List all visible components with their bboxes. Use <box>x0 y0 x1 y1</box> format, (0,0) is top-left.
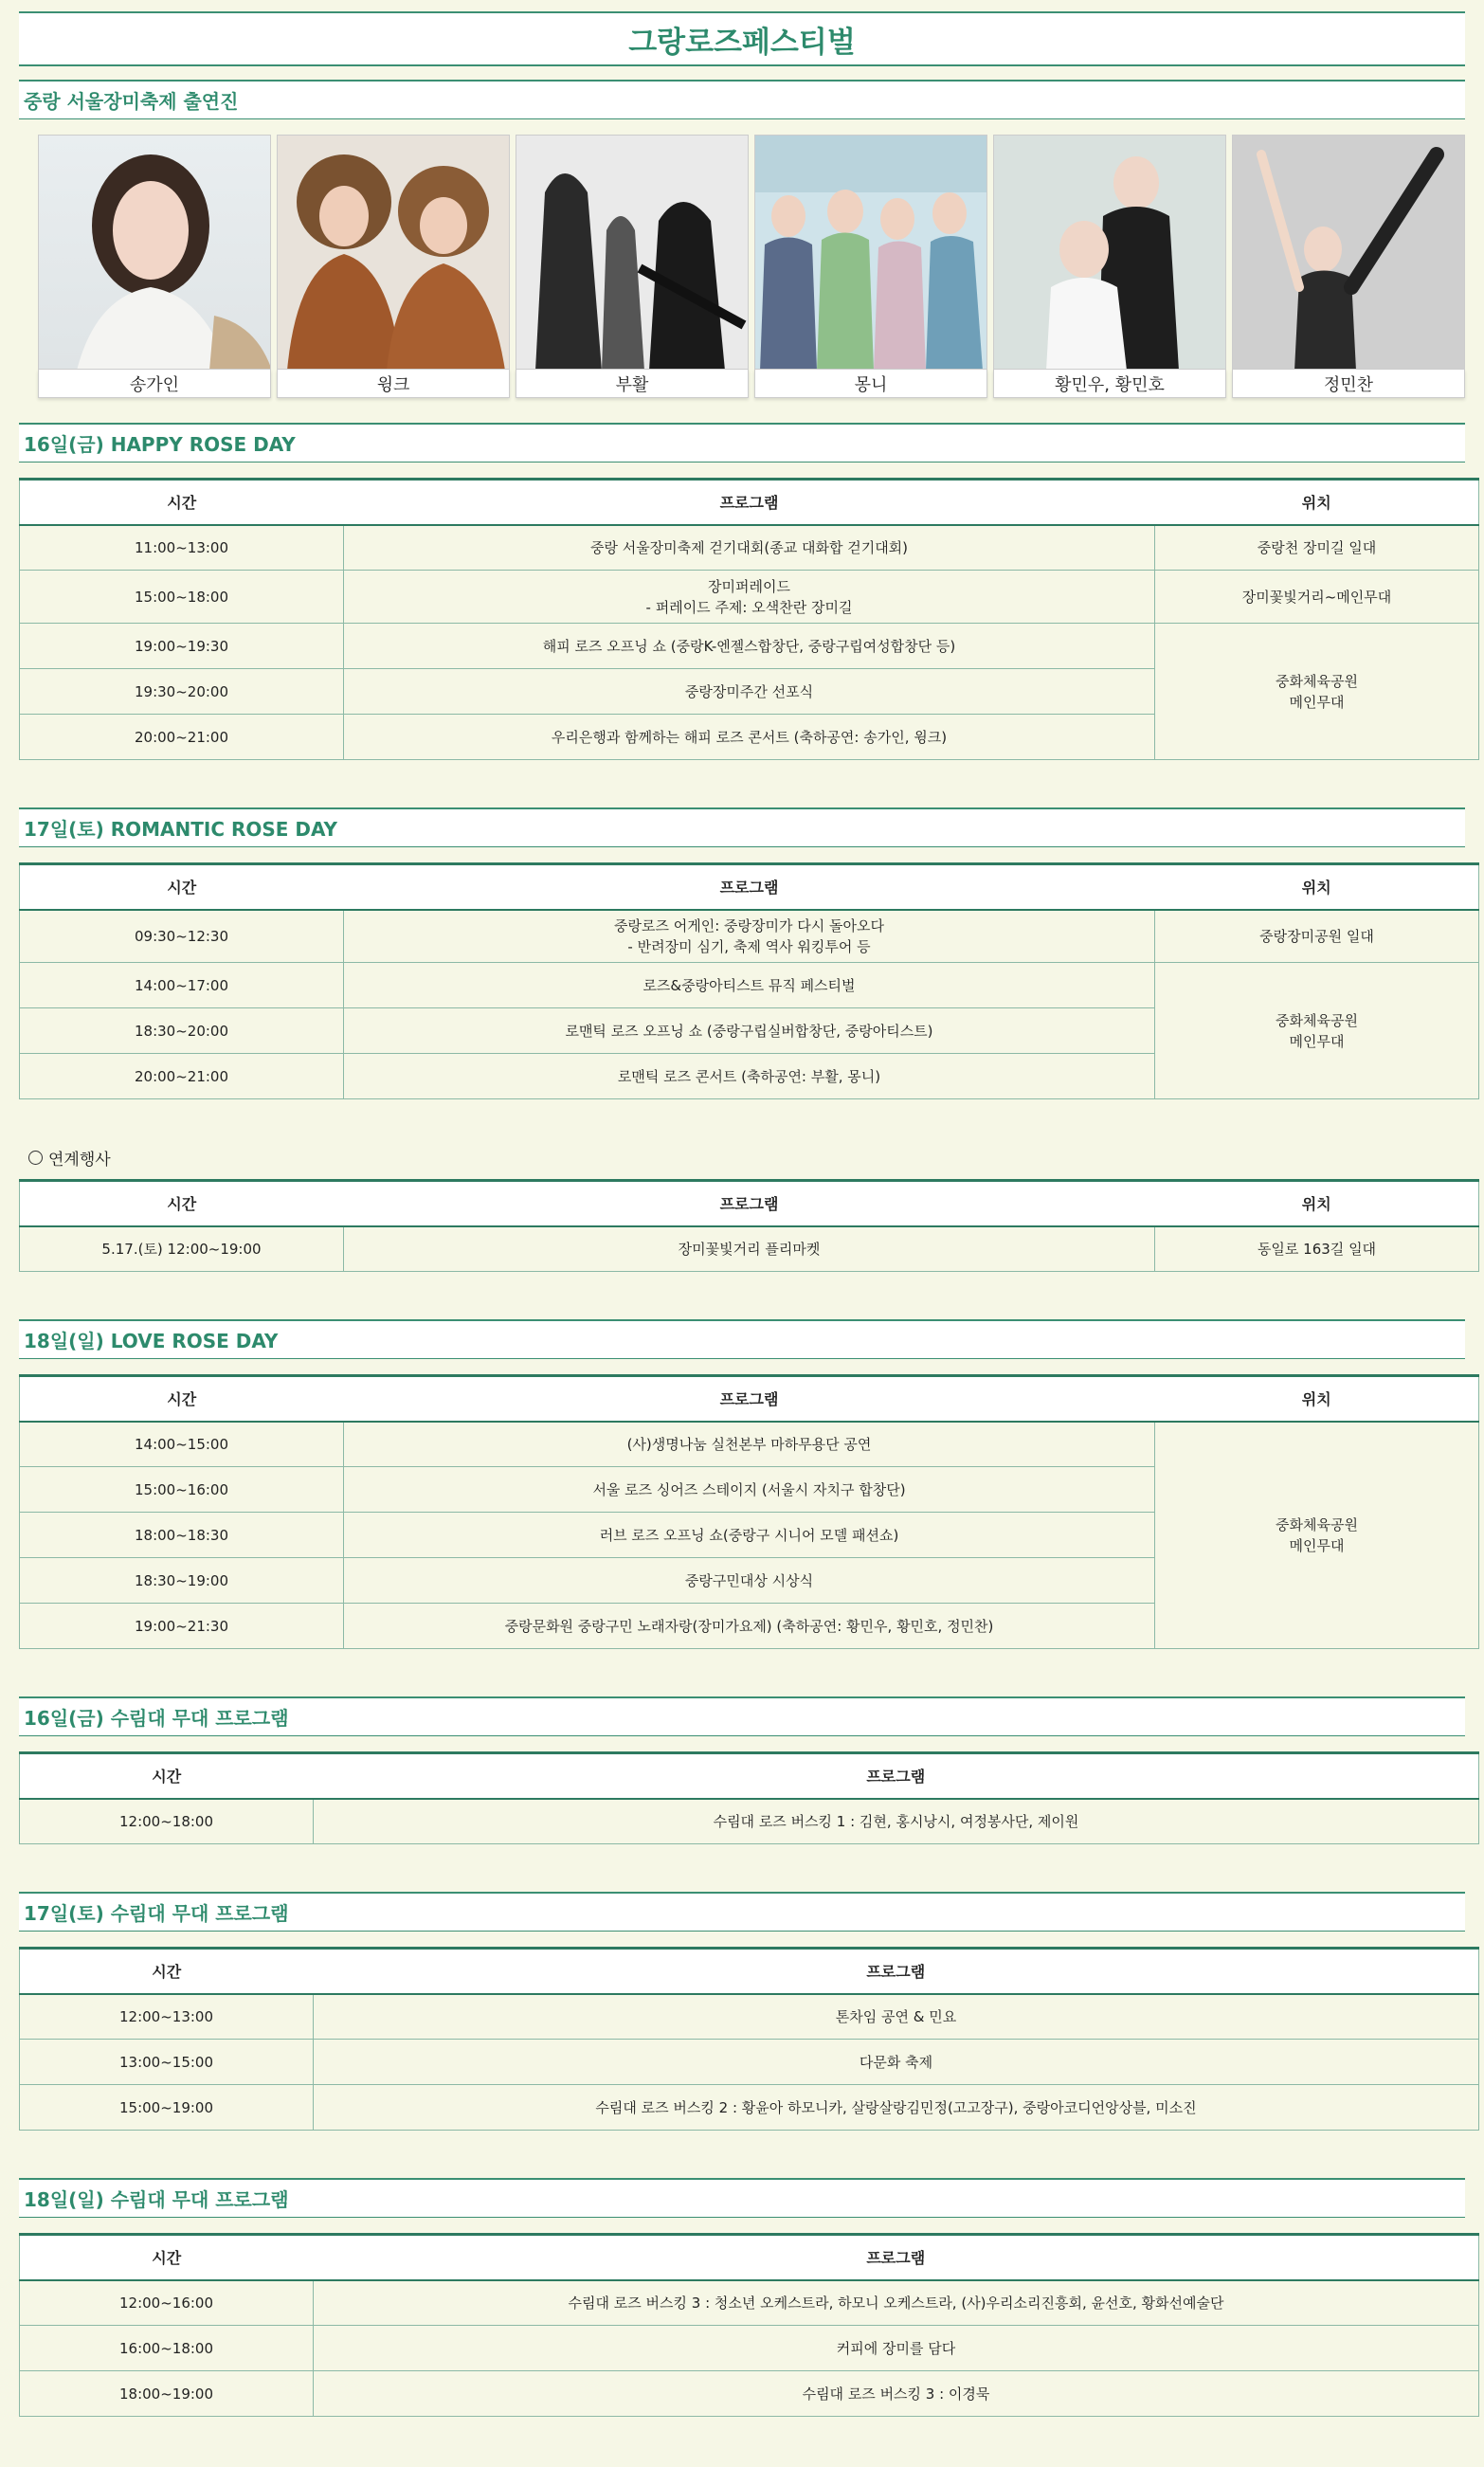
performer-photo <box>277 135 510 370</box>
linked-heading: 연계행사 <box>19 1143 1465 1171</box>
col-program: 프로그램 <box>314 1753 1479 1799</box>
col-time: 시간 <box>20 864 344 910</box>
table-row: 12:00~13:00 톤차임 공연 & 민요 <box>20 1994 1479 2040</box>
suirim17-heading: 17일(토) 수림대 무대 프로그램 <box>19 1892 1465 1932</box>
performer-photo <box>754 135 987 370</box>
circle-icon <box>28 1151 43 1165</box>
suirim16-table <box>19 1751 1479 1844</box>
performer-card <box>993 135 1226 398</box>
performer-card <box>516 135 749 398</box>
table-row: 20:00~21:00 로맨틱 로즈 콘서트 (축하공연: 부활, 몽니) <box>20 1054 1479 1099</box>
col-location: 위치 <box>1155 1376 1479 1422</box>
performer-name: 부활 <box>516 370 749 398</box>
day16-table <box>19 478 1479 760</box>
col-location: 위치 <box>1155 480 1479 525</box>
col-time: 시간 <box>20 480 344 525</box>
performer-card <box>38 135 271 398</box>
table-row: 15:00~16:00 서울 로즈 싱어즈 스테이지 (서울시 자치구 합창단) <box>20 1467 1479 1513</box>
col-program: 프로그램 <box>314 1949 1479 1994</box>
table-row: 13:00~15:00 다문화 축제 <box>20 2040 1479 2085</box>
performer-card <box>1232 135 1465 398</box>
performer-gallery <box>19 135 1465 398</box>
table-row: 12:00~16:00 수림대 로즈 버스킹 3 : 청소년 오케스트라, 하모니 오케스트라, (사)우리소리진흥회, 윤선호, 황화선예술단 <box>20 2280 1479 2326</box>
performer-photo <box>993 135 1226 370</box>
col-time: 시간 <box>20 2235 314 2280</box>
table-row: 09:30~12:30 중랑로즈 어게인: 중랑장미가 다시 돌아오다 - 반려장미 심기, 축제 역사 워킹투어 등 중랑장미공원 일대 <box>20 910 1479 963</box>
col-program: 프로그램 <box>344 864 1155 910</box>
table-row: 18:30~19:00 중랑구민대상 시상식 <box>20 1558 1479 1604</box>
table-row: 5.17.(토) 12:00~19:00 장미꽃빛거리 플리마켓 동일로 163길 일대 <box>20 1226 1479 1272</box>
table-row: 14:00~15:00 (사)생명나눔 실천본부 마하무용단 공연 중화체육공원 메인무대 <box>20 1422 1479 1467</box>
suirim17-table <box>19 1947 1479 2131</box>
table-row: 18:30~20:00 로맨틱 로즈 오프닝 쇼 (중랑구립실버합창단, 중랑아티스트) <box>20 1008 1479 1054</box>
performer-photo <box>1232 135 1465 370</box>
day17-heading: 17일(토) ROMANTIC ROSE DAY <box>19 807 1465 847</box>
col-time: 시간 <box>20 1753 314 1799</box>
performer-card <box>754 135 987 398</box>
table-row: 18:00~18:30 러브 로즈 오프닝 쇼(중랑구 시니어 모델 패션쇼) <box>20 1513 1479 1558</box>
col-program: 프로그램 <box>344 480 1155 525</box>
col-program: 프로그램 <box>314 2235 1479 2280</box>
performer-name: 윙크 <box>277 370 510 398</box>
performer-name: 송가인 <box>38 370 271 398</box>
table-row: 20:00~21:00 우리은행과 함께하는 해피 로즈 콘서트 (축하공연: 송가인, 윙크) <box>20 715 1479 760</box>
suirim16-heading: 16일(금) 수림대 무대 프로그램 <box>19 1696 1465 1736</box>
performer-card <box>277 135 510 398</box>
table-row: 15:00~19:00 수림대 로즈 버스킹 2 : 황윤아 하모니카, 살랑살랑김민정(고고장구), 중랑아코디언앙상블, 미소진 <box>20 2085 1479 2131</box>
suirim18-table <box>19 2233 1479 2417</box>
suirim18-heading: 18일(일) 수림대 무대 프로그램 <box>19 2178 1465 2218</box>
day18-heading: 18일(일) LOVE ROSE DAY <box>19 1319 1465 1359</box>
performer-name: 정민찬 <box>1232 370 1465 398</box>
col-location: 위치 <box>1155 864 1479 910</box>
table-row: 14:00~17:00 로즈&중랑아티스트 뮤직 페스티벌 중화체육공원 메인무대 <box>20 963 1479 1008</box>
table-row: 19:00~21:30 중랑문화원 중랑구민 노래자랑(장미가요제) (축하공연: 황민우, 황민호, 정민찬) <box>20 1604 1479 1649</box>
col-location: 위치 <box>1155 1181 1479 1226</box>
col-program: 프로그램 <box>344 1376 1155 1422</box>
table-row: 12:00~18:00 수림대 로즈 버스킹 1 : 김현, 홍시낭시, 여정봉사단, 제이원 <box>20 1799 1479 1844</box>
performer-name: 황민우, 황민호 <box>993 370 1226 398</box>
performer-photo <box>38 135 271 370</box>
col-time: 시간 <box>20 1949 314 1994</box>
performers-heading: 중랑 서울장미축제 출연진 <box>19 80 1465 119</box>
page-title: 그랑로즈페스티벌 <box>19 11 1465 66</box>
col-time: 시간 <box>20 1376 344 1422</box>
table-row: 11:00~13:00 중랑 서울장미축제 걷기대회(종교 대화합 걷기대회) 중랑천 장미길 일대 <box>20 525 1479 571</box>
table-row: 19:30~20:00 중랑장미주간 선포식 <box>20 669 1479 715</box>
table-row: 16:00~18:00 커피에 장미를 담다 <box>20 2326 1479 2371</box>
table-row: 15:00~18:00 장미퍼레이드 - 퍼레이드 주제: 오색찬란 장미길 장미꽃빛거리~메인무대 <box>20 571 1479 624</box>
linked-table <box>19 1179 1479 1272</box>
table-row: 18:00~19:00 수림대 로즈 버스킹 3 : 이경묵 <box>20 2371 1479 2417</box>
day17-table <box>19 862 1479 1099</box>
day16-heading: 16일(금) HAPPY ROSE DAY <box>19 423 1465 463</box>
performer-photo <box>516 135 749 370</box>
page <box>0 11 1484 2417</box>
performer-name: 몽니 <box>754 370 987 398</box>
table-row: 19:00~19:30 해피 로즈 오프닝 쇼 (중랑K-엔젤스합창단, 중랑구립여성합창단 등) 중화체육공원 메인무대 <box>20 624 1479 669</box>
col-time: 시간 <box>20 1181 344 1226</box>
day18-table <box>19 1374 1479 1649</box>
col-program: 프로그램 <box>344 1181 1155 1226</box>
